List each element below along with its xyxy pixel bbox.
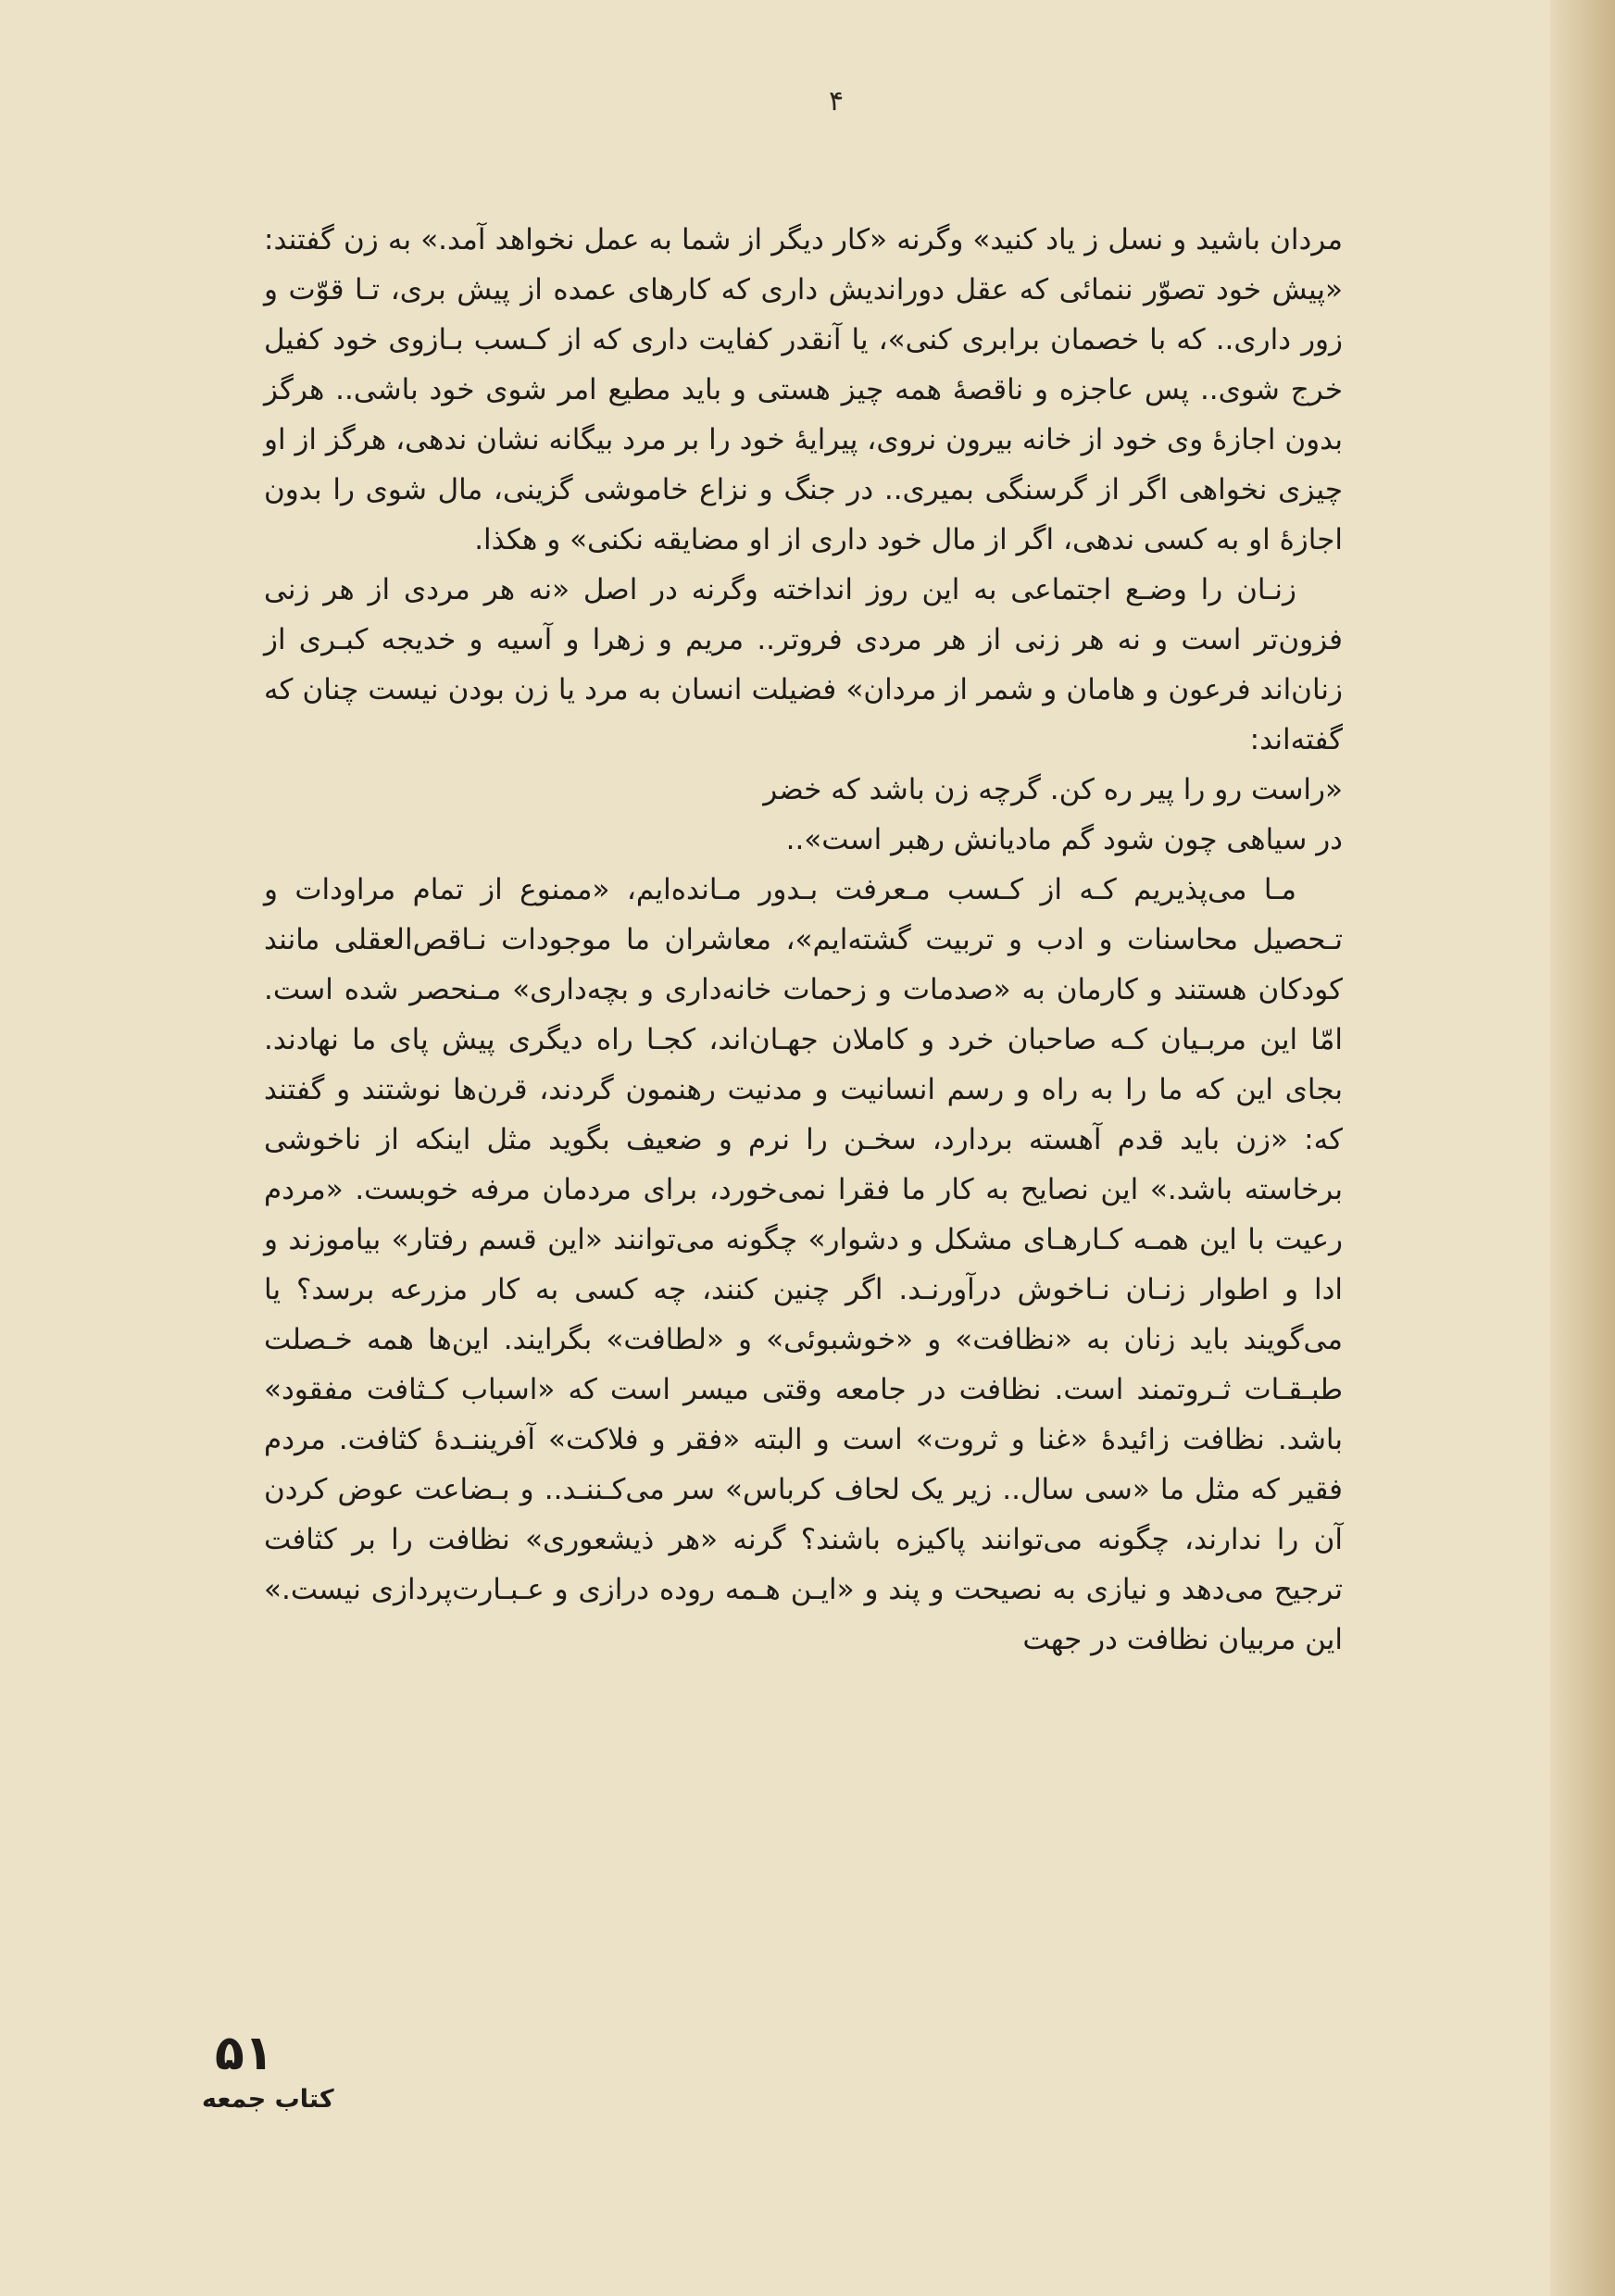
page-number: ۵۱ (215, 2026, 274, 2081)
paragraph: مردان باشید و نسل ز یاد کنید» وگرنه «کار دیگر از شما به عمل نخواهد آمد.» به زن گفتند: «پیش خود تصوّر ننمائی که عقل دوراندیش داری که کارهای عمده از پیش بری، تـا قوّت و زور داری.. که با خصمان برابری کنی»، یا آنقدر کفایت داری که از کـسب بـازوی خود کفیل خرج شوی.. پس عاجزه و ناقصهٔ همه چیز هستی و باید مطیع امر شوی خود باشی.. هرگز بدون اجازهٔ وی خود از خانه بیرون نروی، پیرایهٔ خود را بر مرد بیگانه نشان ندهی، هرگز از او چیزی نخواهی اگر از گرسنگی بمیری.. در جنگ و نزاع خاموشی گزینی، مال شوی را بدون اجازهٔ او به کسی ندهی، اگر از مال خود داری از او مضایقه نکنی» و هکذا. (264, 223, 1343, 556)
magazine-name: کتاب جمعه (202, 2085, 334, 2114)
page-mark: ۴ (829, 85, 845, 118)
paragraph: مـا می‌پذیریم کـه از کـسب مـعرفت بـدور مـانده‌ایم، «ممنوع از تمام مراودات و تـحصیل محاسنات و ادب و تربیت گشته‌ایم»، معاشران ما موجودات نـاقص‌العقلی مانند کودکان هستند و کارمان به «صدمات و زحمات خانه‌داری و بچه‌داری» مـنحصر شده است. امّا این مربـیان کـه صاحبان خرد و کاملان جهـان‌اند، کجـا راه دیگری پیش پای ما نهادند. بجای این که ما را به راه و رسم انسانیت و مدنیت رهنمون گردند، قرن‌ها نوشتند و گفتند که: «زن باید قدم آهسته بردارد، سخـن را نرم و ضعیف بگوید مثل اینکه از ناخوشی برخاسته باشد.» این نصایح به کار ما فقرا نمی‌خورد، برای مردمان مرفه خوبست. «مردم رعیت با این همـه کـارهـای مشکل و دشوار» چگونه می‌توانند «این قسم رفتار» بیاموزند و ادا و اطوار زنـان نـاخوش درآورنـد. اگر چنین کنند، چه کسی به کار مزرعه برسد؟ یا می‌گویند باید زنان به «نظافت» و «خوشبوئی» و «لطافت» بگرایند. این‌ها همه خـصلت طبـقـات ثـروتمند است. نظافت در جامعه وقتی میسر است که «اسباب کـثافت مفقود» باشد. نظافت زائیدهٔ «غنا و ثروت» است و البته «فقر و فلاکت» آفریننـدهٔ کثافت. مردم فقیر که مثل ما «سی سال.. زیر یک لحاف کرباس» سر می‌کـننـد.. و بـضاعت عوض کردن آن را ندارند، چگونه می‌توانند پاکیزه باشند؟ گرنه «هر ذیشعوری» نظافت را بر کثافت ترجیح می‌دهد و نیازی به نصیحت و پند و «ایـن هـمه روده درازی و عـبـارت‌پردازی نیست.» این مربیان نظافت در جهت (264, 873, 1343, 1656)
body-text (264, 215, 1343, 1665)
paragraph: زنـان را وضـع اجتماعی به این روز انداخته وگرنه در اصل «نه هر مردی از هر زنی فزون‌تر است و نه هر زنی از هر مردی فروتر.. مریم و زهرا و آسیه و خدیجه کبـری از زنان‌اند فرعون و هامان و شمر از مردان» فضیلت انسان به مرد یا زن بودن نیست چنان که گفته‌اند: (264, 573, 1343, 756)
verse-line: «راست رو را پیر ره کن. گرچه زن باشد که خضر (763, 773, 1343, 806)
verse-line: در سیاهی چون شود گم مادیانش رهبر است».. (785, 823, 1343, 856)
